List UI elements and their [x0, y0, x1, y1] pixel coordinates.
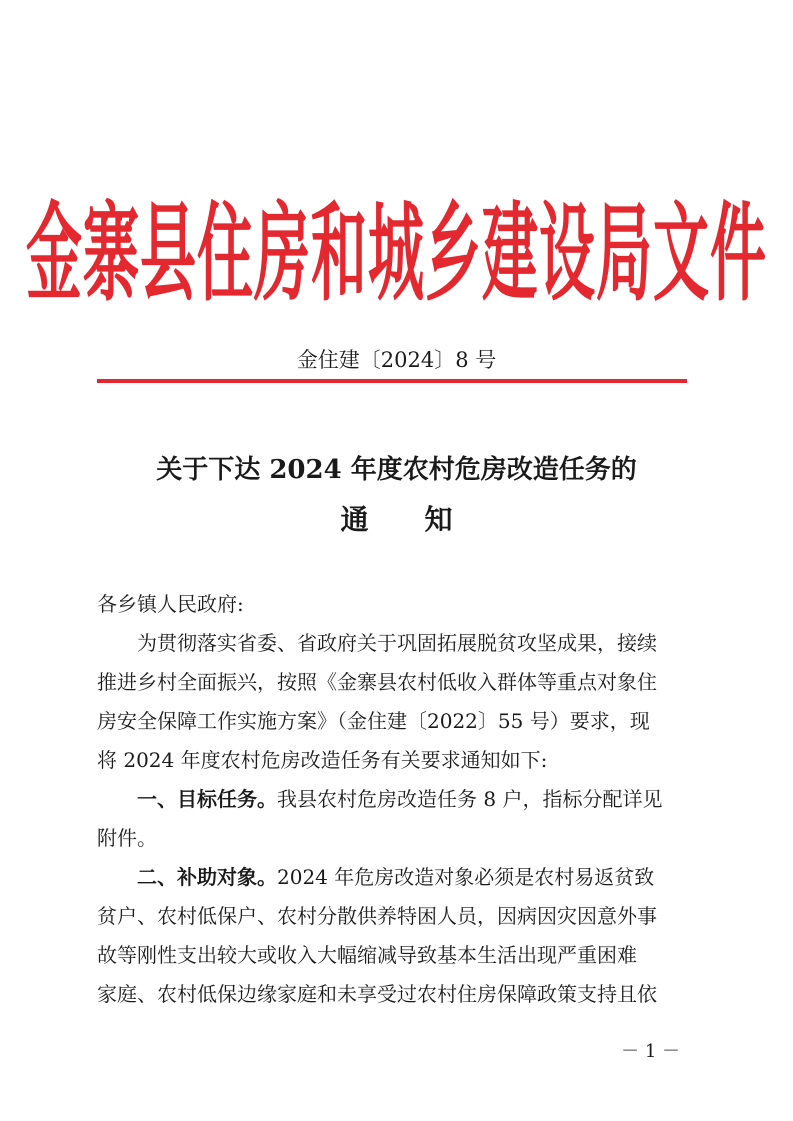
section-1-text: 我县农村危房改造任务 8 户，指标分配详见 [277, 787, 663, 811]
section-2-text: 2024 年危房改造对象必须是农村易返贫致 [277, 865, 655, 889]
section-1-continuation: 附件。 [97, 826, 157, 850]
salutation: 各乡镇人民政府: [97, 592, 244, 616]
issuer-header-title: 金寨县住房和城乡建设局文件 [26, 193, 767, 317]
notice-title-line-1: 关于下达 2024 年度农村危房改造任务的 [156, 455, 637, 485]
section-2-paragraph [97, 858, 689, 897]
body-line-4: 将 2024 年度农村危房改造任务有关要求通知如下: [97, 748, 548, 772]
section-2-line-4: 家庭、农村低保边缘家庭和未享受过农村住房保障政策支持且依 [97, 982, 657, 1006]
body-line-1: 为贯彻落实省委、省政府关于巩固拓展脱贫攻坚成果，接续 [137, 631, 657, 655]
notice-title-char-1: 通 [340, 503, 369, 536]
notice-title-line-2 [0, 500, 793, 540]
section-1-paragraph [97, 780, 689, 819]
section-1-heading: 一、目标任务。 [137, 787, 277, 811]
section-2-line-2: 贫户、农村低保户、农村分散供养特困人员，因病因灾因意外事 [97, 904, 657, 928]
notice-title-char-2: 知 [424, 503, 453, 536]
page-number: － 1 － [621, 1041, 680, 1062]
body-line-3: 房安全保障工作实施方案》（金住建〔2022〕55 号）要求，现 [97, 709, 650, 733]
section-2-heading: 二、补助对象。 [137, 865, 277, 889]
document-number: 金住建〔2024〕8 号 [296, 348, 497, 372]
body-line-2: 推进乡村全面振兴，按照《金寨县农村低收入群体等重点对象住 [97, 670, 657, 694]
red-header-rule [97, 379, 687, 383]
section-2-line-3: 故等刚性支出较大或收入大幅缩减导致基本生活出现严重困难 [97, 943, 637, 967]
